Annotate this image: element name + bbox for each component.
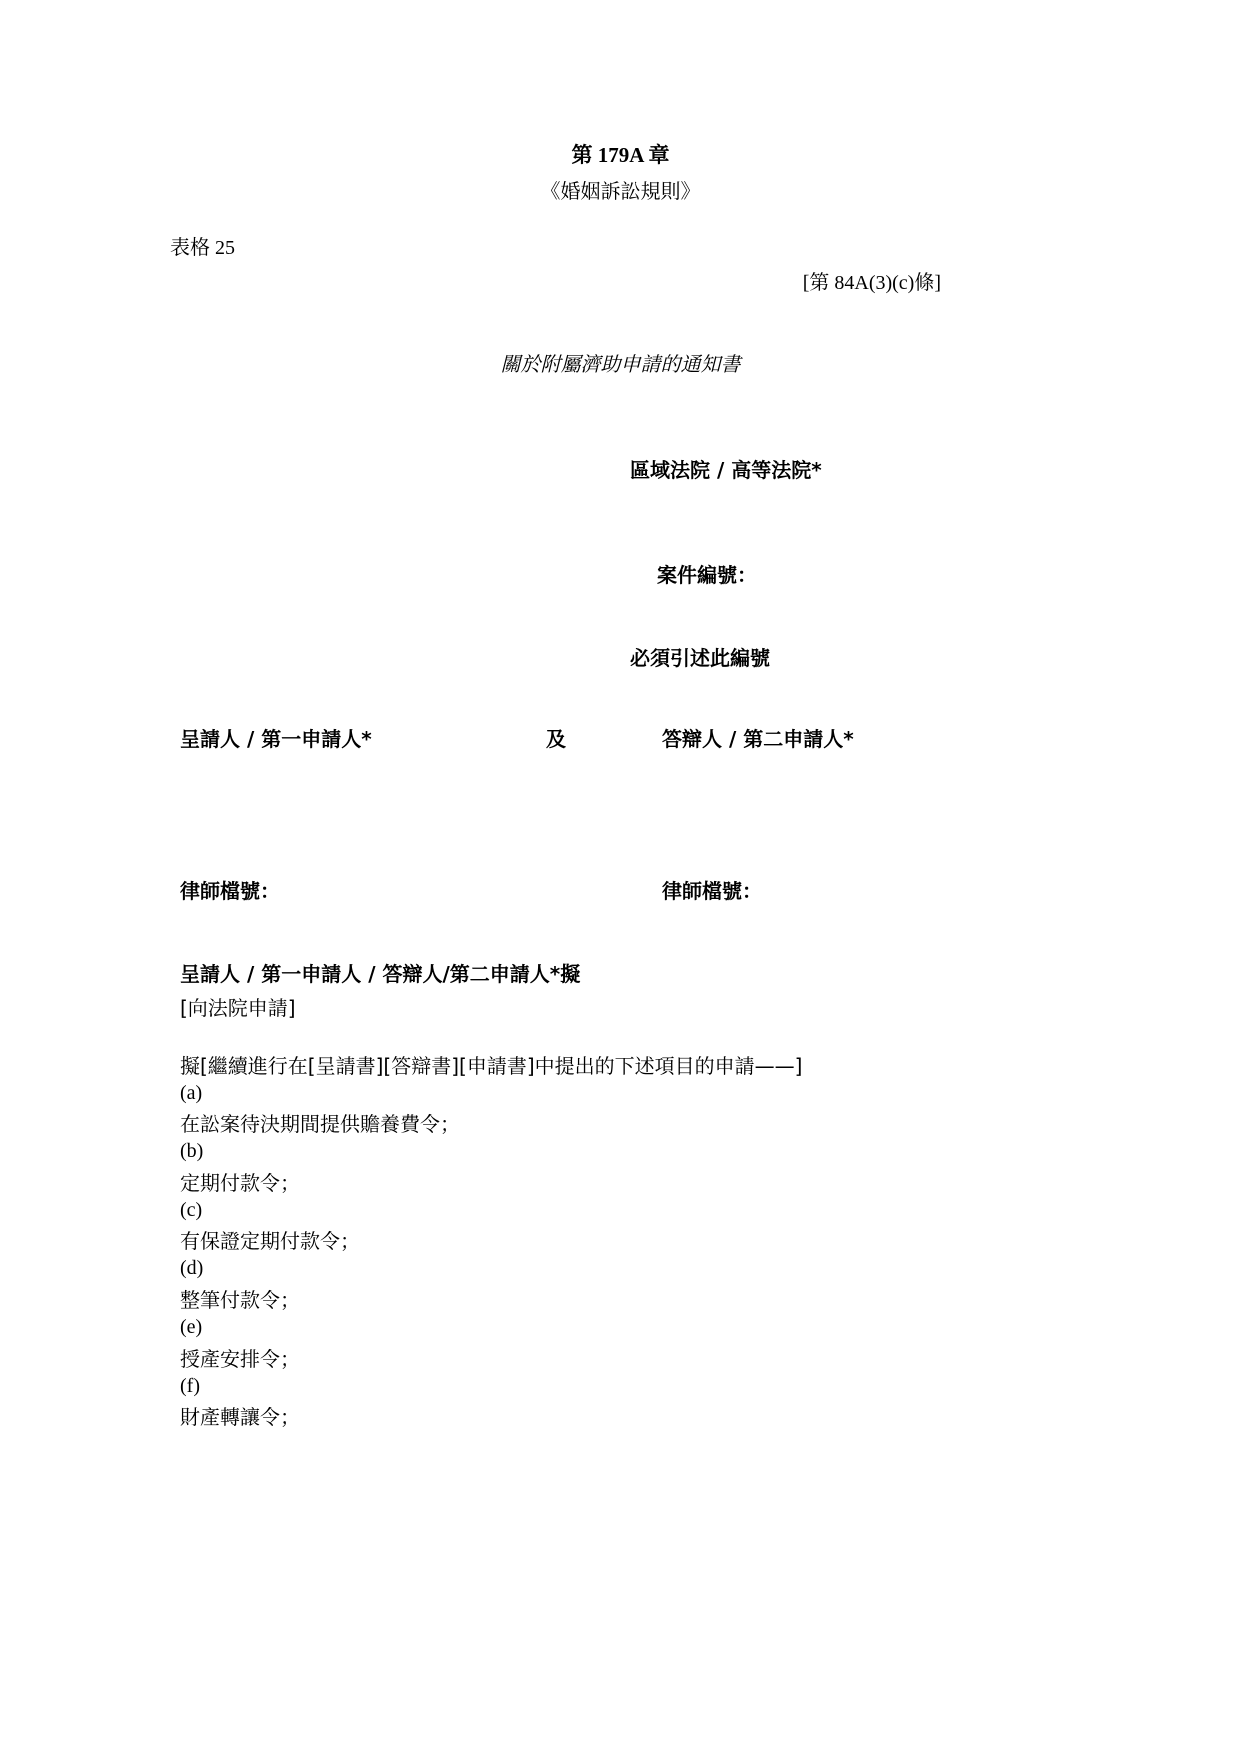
intends-line: 呈請人 / 第一申請人 / 答辯人/第二申請人*擬 <box>180 962 581 986</box>
item-text: 有保證定期付款令； <box>180 1229 360 1253</box>
quote-number-note: 必須引述此編號 <box>630 646 770 670</box>
proceed-line: 擬[繼續進行在[呈請書][答辯書][申請書]中提出的下述項目的申請——] <box>180 1054 803 1078</box>
item-label: (d) <box>180 1257 204 1279</box>
item-label: (e) <box>180 1316 203 1338</box>
form-title: 關於附屬濟助申請的通知書 <box>500 352 741 376</box>
item-text: 定期付款令； <box>180 1171 300 1195</box>
item-text: 在訟案待決期間提供贍養費令； <box>180 1112 460 1136</box>
court-name: 區域法院 / 高等法院* <box>630 458 822 482</box>
solicitor-ref-right: 律師檔號： <box>662 879 762 903</box>
item-text: 整筆付款令； <box>180 1288 300 1312</box>
rules-title: 《婚姻訴訟規則》 <box>540 179 701 203</box>
item-label: (a) <box>180 1082 203 1104</box>
item-label: (c) <box>180 1199 203 1221</box>
item-label: (f) <box>180 1375 200 1397</box>
item-text: 授產安排令； <box>180 1347 300 1371</box>
solicitor-ref-left: 律師檔號： <box>180 879 280 903</box>
chapter-heading: 第 179A 章 <box>571 143 670 167</box>
apply-to-court: [向法院申請] <box>180 996 296 1020</box>
form-number: 表格 25 <box>170 237 235 259</box>
case-number-label: 案件編號： <box>657 563 757 587</box>
rule-reference: [第 84A(3)(c)條] <box>802 272 941 294</box>
item-text: 財產轉讓令； <box>180 1405 300 1429</box>
and-label: 及 <box>546 727 566 751</box>
item-label: (b) <box>180 1140 204 1162</box>
respondent-label: 答辯人 / 第二申請人* <box>662 727 854 751</box>
petitioner-label: 呈請人 / 第一申請人* <box>180 727 372 751</box>
